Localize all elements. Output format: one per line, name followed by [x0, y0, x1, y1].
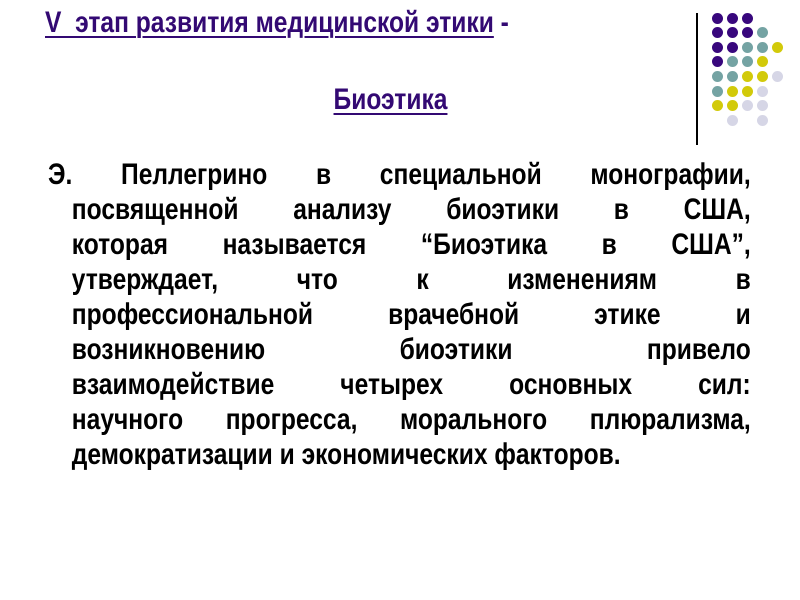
- body-line: утверждает, что к изменениям в: [71, 263, 751, 296]
- dot: [727, 42, 738, 53]
- dot: [712, 13, 723, 24]
- slide-title-text: V этап развития медицинской этики: [45, 6, 494, 39]
- body-line: которая называется “Биоэтика в США”,: [71, 228, 751, 261]
- dot: [772, 42, 783, 53]
- dot: [742, 86, 753, 97]
- dot: [757, 42, 768, 53]
- dot: [757, 115, 768, 126]
- dot: [757, 86, 768, 97]
- dot: [742, 27, 753, 38]
- dot: [712, 56, 723, 67]
- dot: [742, 71, 753, 82]
- dot: [757, 100, 768, 111]
- body-line: профессиональной врачебной этике и: [71, 298, 751, 331]
- dot: [757, 71, 768, 82]
- dot: [727, 13, 738, 24]
- dot: [757, 27, 768, 38]
- vertical-separator-line: [696, 13, 698, 145]
- dot: [742, 13, 753, 24]
- title-dash: -: [493, 6, 509, 39]
- slide-title-line1: [45, 4, 509, 42]
- dot: [742, 56, 753, 67]
- dot: [727, 56, 738, 67]
- body-line: демократизации и экономических факторов.: [71, 438, 621, 471]
- body-paragraph: [48, 157, 751, 472]
- dot: [742, 42, 753, 53]
- dot: [712, 42, 723, 53]
- slide-title-line2: [46, 81, 736, 119]
- body-line: взаимодействие четырех основных сил:: [71, 368, 751, 401]
- dot: [742, 100, 753, 111]
- dot: [757, 56, 768, 67]
- body-line: научного прогресса, морального плюрализма,: [71, 403, 751, 436]
- slide-subtitle-text: Биоэтика: [333, 83, 448, 116]
- dot: [772, 71, 783, 82]
- body-line: Э. Пеллегрино в специальной монографии,: [48, 158, 751, 191]
- body-line: посвященной анализу биоэтики в США,: [71, 193, 751, 226]
- dot: [712, 27, 723, 38]
- body-line: возникновению биоэтики привело: [71, 333, 751, 366]
- dot: [727, 27, 738, 38]
